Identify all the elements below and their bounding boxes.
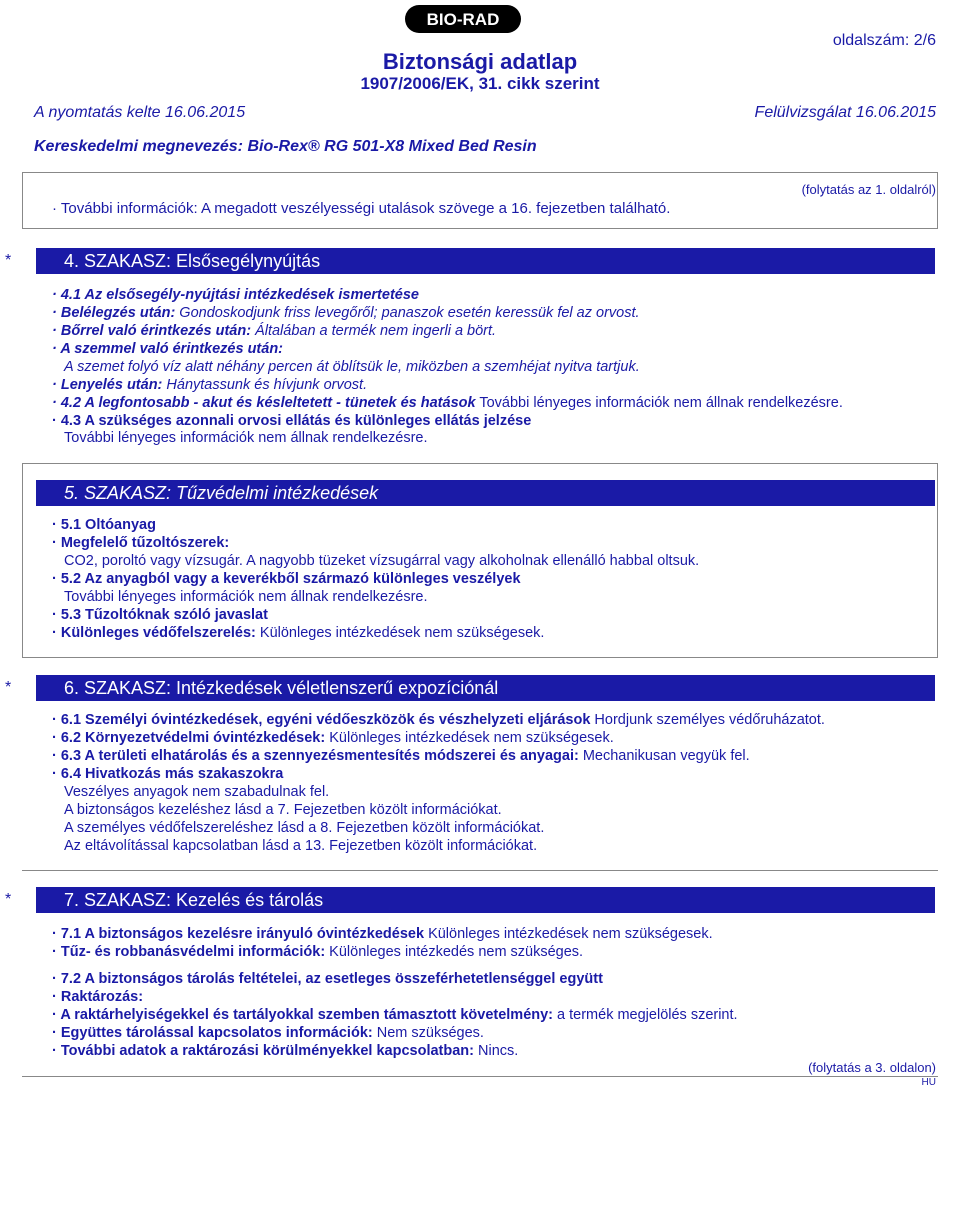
s4-line2: · Belélegzés után: Gondoskodjunk friss levegőről; panaszok esetén keressük fel az orvost.: [52, 305, 640, 321]
frame-rule-2: [22, 463, 938, 464]
frame-bottom-rule: [22, 1076, 938, 1077]
page-number: oldalszám: 2/6: [832, 32, 936, 49]
s5-line1: · 5.1 Oltóanyag: [52, 517, 156, 533]
s6-line1: · 6.1 Személyi óvintézkedések, egyéni védőeszközök és vészhelyzeti eljárások Hordjunk személyes védőruházatot.: [52, 712, 825, 728]
s6-line7: A személyes védőfelszereléshez lásd a 8. Fejezetben közölt információkat.: [64, 820, 545, 836]
continued-from: (folytatás az 1. oldalról): [801, 182, 936, 197]
intro-line: · További információk: A megadott veszélyességi utalások szövege a 16. fejezetben található.: [52, 200, 671, 217]
section7-star: *: [5, 891, 12, 908]
frame-rule-4: [22, 870, 938, 871]
frame-rule-1: [22, 228, 938, 229]
section4-star: *: [5, 252, 12, 269]
bio-rad-logo: [404, 4, 522, 34]
s4-line6: · Lenyelés után: Hánytassunk és hívjunk orvost.: [52, 377, 368, 393]
s5-line6: · 5.3 Tűzoltóknak szóló javaslat: [52, 607, 268, 623]
s6-line2: · 6.2 Környezetvédelmi óvintézkedések: Különleges intézkedések nem szükségesek.: [52, 730, 614, 746]
s4-line4: · A szemmel való érintkezés után:: [52, 341, 284, 357]
logo-text: BIO-RAD: [426, 10, 500, 29]
s5-line3: CO2, poroltó vagy vízsugár. A nagyobb tüzeket vízsugárral vagy alkoholnak ellenálló habbal oltsuk.: [64, 553, 700, 569]
s6-line6: A biztonságos kezeléshez lásd a 7. Fejezetben közölt információkat.: [64, 802, 502, 818]
section4-title: 4. SZAKASZ: Elsősegélynyújtás: [36, 248, 935, 274]
s7-line6: · Együttes tárolással kapcsolatos információk: Nem szükséges.: [52, 1025, 484, 1041]
section5-title: 5. SZAKASZ: Tűzvédelmi intézkedések: [36, 480, 935, 506]
continued-to: (folytatás a 3. oldalon): [808, 1060, 936, 1075]
s7-line3: · 7.2 A biztonságos tárolás feltételei, az esetleges összeférhetetlenséggel együtt: [52, 971, 603, 987]
frame-right-line-2: [937, 463, 938, 657]
s4-line7: · 4.2 A legfontosabb - akut és késleltetett - tünetek és hatások További lényeges információk nem állnak rendelkezésre.: [52, 395, 843, 411]
frame-left-line-2: [22, 463, 23, 657]
s4-line1: · 4.1 Az elsősegély-nyújtási intézkedések ismertetése: [52, 287, 419, 303]
document-subtitle: 1907/2006/EK, 31. cikk szerint: [360, 74, 600, 93]
s7-line7: · További adatok a raktározási körülményekkel kapcsolatban: Nincs.: [52, 1043, 519, 1059]
frame-top-rule: [22, 172, 938, 173]
print-date: A nyomtatás kelte 16.06.2015: [34, 104, 246, 121]
section7-title: 7. SZAKASZ: Kezelés és tárolás: [36, 887, 935, 913]
section6-title: 6. SZAKASZ: Intézkedések véletlenszerű expozíciónál: [36, 675, 935, 701]
document-title: Biztonsági adatlap: [382, 49, 578, 74]
language-code: HU: [921, 1077, 936, 1088]
frame-rule-3: [22, 657, 938, 658]
s6-line8: Az eltávolítással kapcsolatban lásd a 13. Fejezetben közölt információkat.: [64, 838, 538, 854]
s6-line5: Veszélyes anyagok nem szabadulnak fel.: [64, 784, 330, 800]
s4-line5: A szemet folyó víz alatt néhány percen át öblítsük le, miközben a szemhéjat nyitva tartjuk.: [64, 359, 640, 375]
frame-left-line: [22, 172, 23, 228]
s4-line9: További lényeges információk nem állnak rendelkezésre.: [64, 430, 428, 446]
revision-date: Felülvizsgálat 16.06.2015: [754, 104, 936, 121]
s4-line3: · Bőrrel való érintkezés után: Általában a termék nem ingerli a bört.: [52, 323, 497, 339]
s7-line1: · 7.1 A biztonságos kezelésre irányuló óvintézkedések Különleges intézkedések nem szükségesek.: [52, 926, 713, 942]
s5-line2: · Megfelelő tűzoltószerek:: [52, 535, 230, 551]
s6-line3: · 6.3 A területi elhatárolás és a szennyezésmentesítés módszerei és anyagai: Mechanikusan vegyük fel.: [52, 748, 750, 764]
frame-right-line: [937, 172, 938, 228]
s5-line7: · Különleges védőfelszerelés: Különleges intézkedések nem szükségesek.: [52, 625, 545, 641]
section6-star: *: [5, 679, 12, 696]
s7-line5: · A raktárhelyiségekkel és tartályokkal szemben támasztott követelmény: a termék megjelölés szerint.: [52, 1007, 738, 1023]
s5-line5: További lényeges információk nem állnak rendelkezésre.: [64, 589, 428, 605]
s4-line8: · 4.3 A szükséges azonnali orvosi ellátás és különleges ellátás jelzése: [52, 413, 532, 429]
s7-line2: · Tűz- és robbanásvédelmi információk: Különleges intézkedés nem szükséges.: [52, 944, 584, 960]
s6-line4: · 6.4 Hivatkozás más szakaszokra: [52, 766, 284, 782]
s7-line4: · Raktározás:: [52, 989, 144, 1005]
s5-line4: · 5.2 Az anyagból vagy a keverékből származó különleges veszélyek: [52, 571, 521, 587]
product-name: Kereskedelmi megnevezés: Bio-Rex® RG 501-X8 Mixed Bed Resin: [34, 138, 537, 155]
